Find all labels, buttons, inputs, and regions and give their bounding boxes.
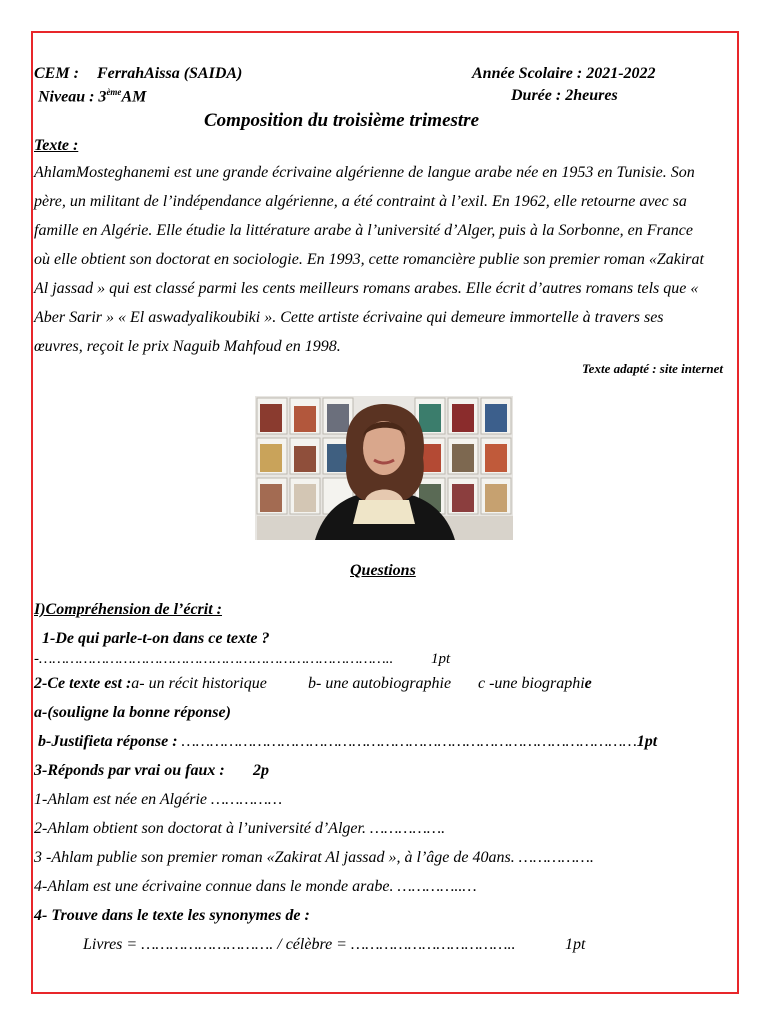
cem-label: CEM : <box>34 65 79 82</box>
texte-heading: Texte : <box>34 137 79 154</box>
question-4-points: 1pt <box>565 936 586 953</box>
texte-line: AhlamMosteghanemi est une grande écrivaine algérienne de langue arabe née en 1953 en Tunisie. Son <box>34 164 695 181</box>
vrai-faux-item: 1-Ahlam est née en Algérie …………… <box>34 791 283 808</box>
niveau-prefix: Niveau : 3 <box>38 88 107 106</box>
vrai-faux-item: 2-Ahlam obtient son doctorat à l’université d’Alger. ……………. <box>34 820 446 837</box>
question-3: 3-Réponds par vrai ou faux : <box>34 762 225 779</box>
question-2 <box>34 675 267 693</box>
option-b: b- une autobiographie <box>308 675 452 692</box>
author-photo <box>255 396 513 540</box>
texte-line: où elle obtient son doctorat en sociologie. En 1993, cette romancière publie son premier roman «Zakirat <box>34 251 704 268</box>
duree: Durée : 2heures <box>511 87 618 104</box>
section-comprehension: I)Compréhension de l’écrit : <box>34 601 222 618</box>
niveau-suffix: AM <box>121 88 147 106</box>
texte-line: père, un militant de l’indépendance algérienne, a été contraint à l’exil. En 1962, elle retourne avec sa <box>34 193 687 210</box>
texte-line: famille en Algérie. Elle étudie la littérature arabe à l’université d’Alger, puis à la Sorbonne, en France <box>34 222 693 239</box>
page-title: Composition du troisième trimestre <box>204 110 479 131</box>
questions-heading: Questions <box>350 562 416 579</box>
texte-source: Texte adapté : site internet <box>581 361 723 376</box>
option-c-end: e <box>584 675 592 692</box>
question-1-points: 1pt <box>431 651 451 667</box>
vrai-faux-item: 3 -Ahlam publie son premier roman «Zakirat Al jassad », à l’âge de 40ans. ……………. <box>34 849 594 866</box>
vrai-faux-item: 4-Ahlam est une écrivaine connue dans le monde arabe. …………..… <box>34 878 477 895</box>
texte-body <box>34 158 724 361</box>
question-2a: a-(souligne la bonne réponse) <box>34 704 231 721</box>
question-2b-points: 1pt <box>636 733 658 750</box>
question-2b <box>38 733 657 751</box>
question-1-answer-line: -…………………………………………………………………….. <box>34 651 394 667</box>
question-4: 4- Trouve dans le texte les synonymes de : <box>34 907 310 924</box>
question-4-answer: Livres = ………………………. / célèbre = …………………………….. <box>83 936 516 953</box>
option-c <box>478 675 592 693</box>
niveau <box>38 87 146 106</box>
cem-value: FerrahAissa (SAIDA) <box>97 65 243 82</box>
option-c-text: c -une biographi <box>478 675 585 692</box>
niveau-sup: ème <box>106 87 122 97</box>
texte-line: Aber Sarir » « El aswadyalikoubiki ». Cette artiste écrivaine qui demeure immortelle à travers ses <box>34 309 664 326</box>
texte-line: œuvres, reçoit le prix Naguib Mahfoud en 1998. <box>34 338 341 355</box>
option-a: a- un récit historique <box>131 675 267 692</box>
texte-line: Al jassad » qui est classé parmi les cents meilleurs romans arabes. Elle écrit d’autres romans tels que « <box>34 280 699 297</box>
question-2b-label: b-Justifieta réponse : <box>38 733 178 750</box>
author-photo-illustration <box>255 396 513 540</box>
question-2b-dots: …………………………………………………………………………………… <box>181 733 637 750</box>
question-1: 1-De qui parle-t-on dans ce texte ? <box>42 630 270 647</box>
question-3-points: 2p <box>253 762 269 779</box>
annee-scolaire: Année Scolaire : 2021-2022 <box>472 65 656 82</box>
question-2-label: 2-Ce texte est : <box>34 675 132 692</box>
